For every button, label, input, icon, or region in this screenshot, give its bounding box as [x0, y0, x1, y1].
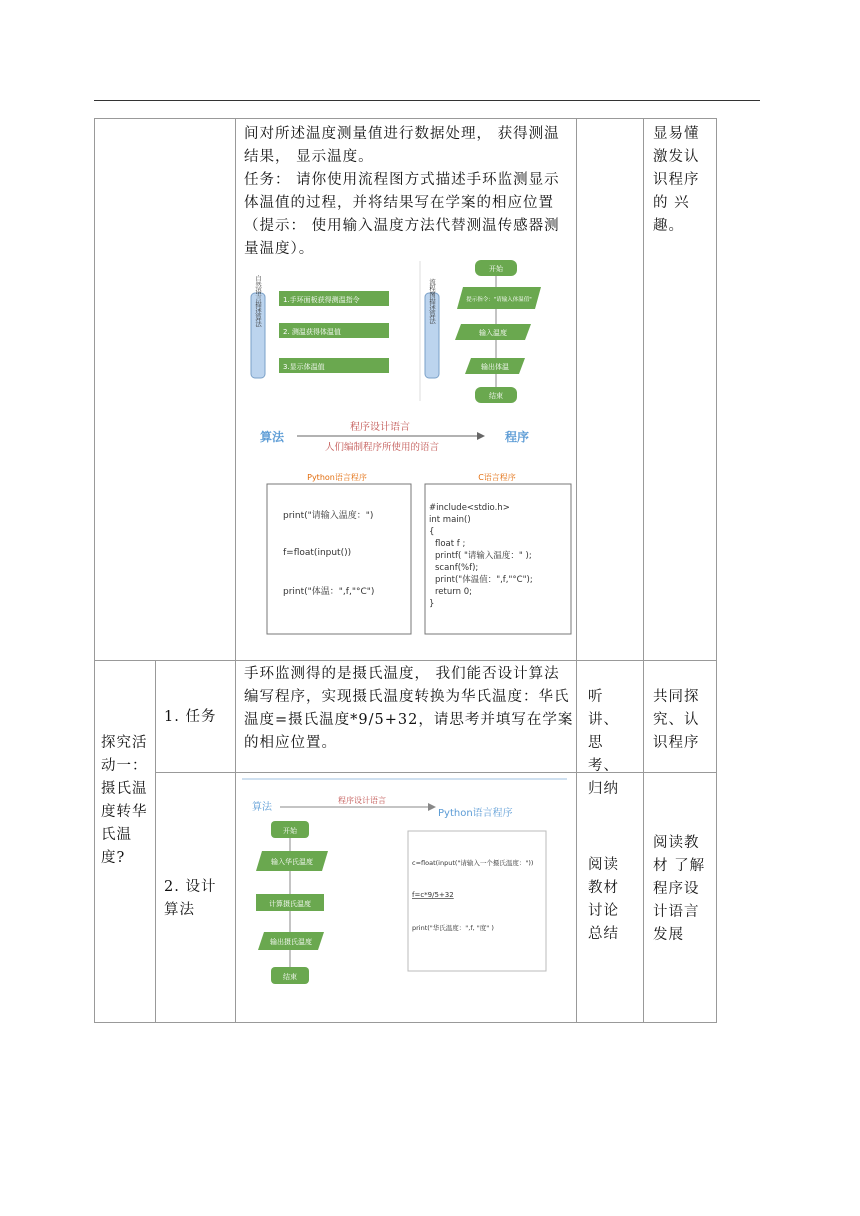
figure-algorithm-to-program [245, 256, 575, 656]
natural-label: 自然语言描述算法 [254, 275, 262, 327]
python-label-2: Python语言程序 [438, 808, 513, 819]
svg-text:float f ;: float f ; [435, 539, 466, 549]
c-title: C语言程序 [478, 473, 516, 482]
svg-text:输入温度: 输入温度 [479, 329, 507, 337]
arrow-bottom-label: 人们编制程序所使用的语言 [324, 442, 440, 453]
activity-title: 探究活动一：摄氏温度转华氏温度? [101, 735, 148, 866]
step-text: 2. 测温获得体温值 [283, 328, 341, 336]
step-text: 3.显示体温值 [283, 363, 325, 371]
flowchart-2 [256, 821, 328, 984]
natural-steps [279, 291, 389, 373]
row2-content: 手环监测得的是摄氏温度， 我们能否设计算法编写程序，实现摄氏温度转换为华氏温度：华氏温度=摄氏温度*9/5+32，请思考并填写在学案的相应位置。 [244, 666, 574, 751]
program-word: 程序 [505, 430, 530, 444]
svg-text:scanf(%f);: scanf(%f); [435, 563, 479, 573]
row1-intro: 间对所述温度测量值进行数据处理， 获得测温结果， 显示温度。 [244, 126, 560, 165]
svg-text:print("体温：",f,"°C"): print("体温：",f,"°C") [283, 587, 375, 597]
svg-text:结束: 结束 [283, 973, 297, 981]
svg-text:输出体温: 输出体温 [481, 363, 509, 371]
svg-text:f=c*9/5+32: f=c*9/5+32 [412, 891, 454, 899]
svg-text:print("华氏温度：",f, "度" ): print("华氏温度：",f, "度" ) [412, 924, 494, 932]
arrow-top-label: 程序设计语言 [350, 422, 410, 433]
svg-text:c=float(input("请输入一个摄氏温度：")): c=float(input("请输入一个摄氏温度：")) [412, 859, 534, 867]
svg-text:输出摄氏温度: 输出摄氏温度 [270, 938, 312, 946]
row3-method: 阅读教材讨论总结 [588, 857, 619, 942]
svg-text:#include<stdio.h>: #include<stdio.h> [429, 503, 510, 513]
svg-text:开始: 开始 [283, 827, 297, 835]
svg-text:结束: 结束 [489, 392, 503, 400]
row1-design-intent: 显易懂激发认识程序的 兴趣。 [653, 126, 700, 234]
algorithm-word-2: 算法 [252, 802, 272, 813]
python-title: Python语言程序 [307, 473, 367, 482]
svg-text:计算摄氏温度: 计算摄氏温度 [269, 900, 311, 908]
svg-text:{: { [429, 527, 435, 537]
figure-design-algorithm [242, 777, 572, 997]
svg-text:提示指令："请输入体温值": 提示指令："请输入体温值" [466, 297, 532, 303]
row1-content [244, 123, 574, 261]
flowchart [455, 260, 541, 403]
row2-intent: 共同探究、认识程序 [653, 689, 700, 751]
row1-task: 任务： 请你使用流程图方式描述手环监测显示体温值的过程，并将结果写在学案的相应位置（提示： 使用输入温度方法代替测温传感器测量温度）。 [244, 172, 560, 257]
algorithm-word: 算法 [260, 430, 285, 444]
svg-text:print("请输入温度："): print("请输入温度：") [283, 511, 374, 521]
svg-text:return 0;: return 0; [435, 587, 472, 597]
svg-text:f=float(input()): f=float(input()) [283, 548, 352, 558]
row2-method: 听讲、思考、归纳 [588, 689, 619, 797]
header-rule [94, 100, 760, 101]
row3-intent: 阅读教材 了解程序设计语言发展 [653, 835, 706, 943]
row3-step: 2. 设计算法 [164, 879, 217, 918]
arrow-label-2: 程序设计语言 [338, 796, 386, 805]
step-text: 1.手环面板获得测温指令 [283, 296, 360, 304]
svg-text:}: } [429, 599, 435, 609]
svg-text:输入华氏温度: 输入华氏温度 [271, 858, 313, 866]
svg-text:int main(): int main() [429, 515, 471, 525]
flow-label: 流程图描述算法 [428, 278, 436, 324]
svg-text:printf( "请输入温度：" );: printf( "请输入温度：" ); [435, 551, 532, 561]
row2-step: 1. 任务 [164, 709, 217, 725]
svg-text:开始: 开始 [489, 265, 503, 273]
svg-text:print("体温值：",f,"°C");: print("体温值：",f,"°C"); [435, 575, 533, 585]
